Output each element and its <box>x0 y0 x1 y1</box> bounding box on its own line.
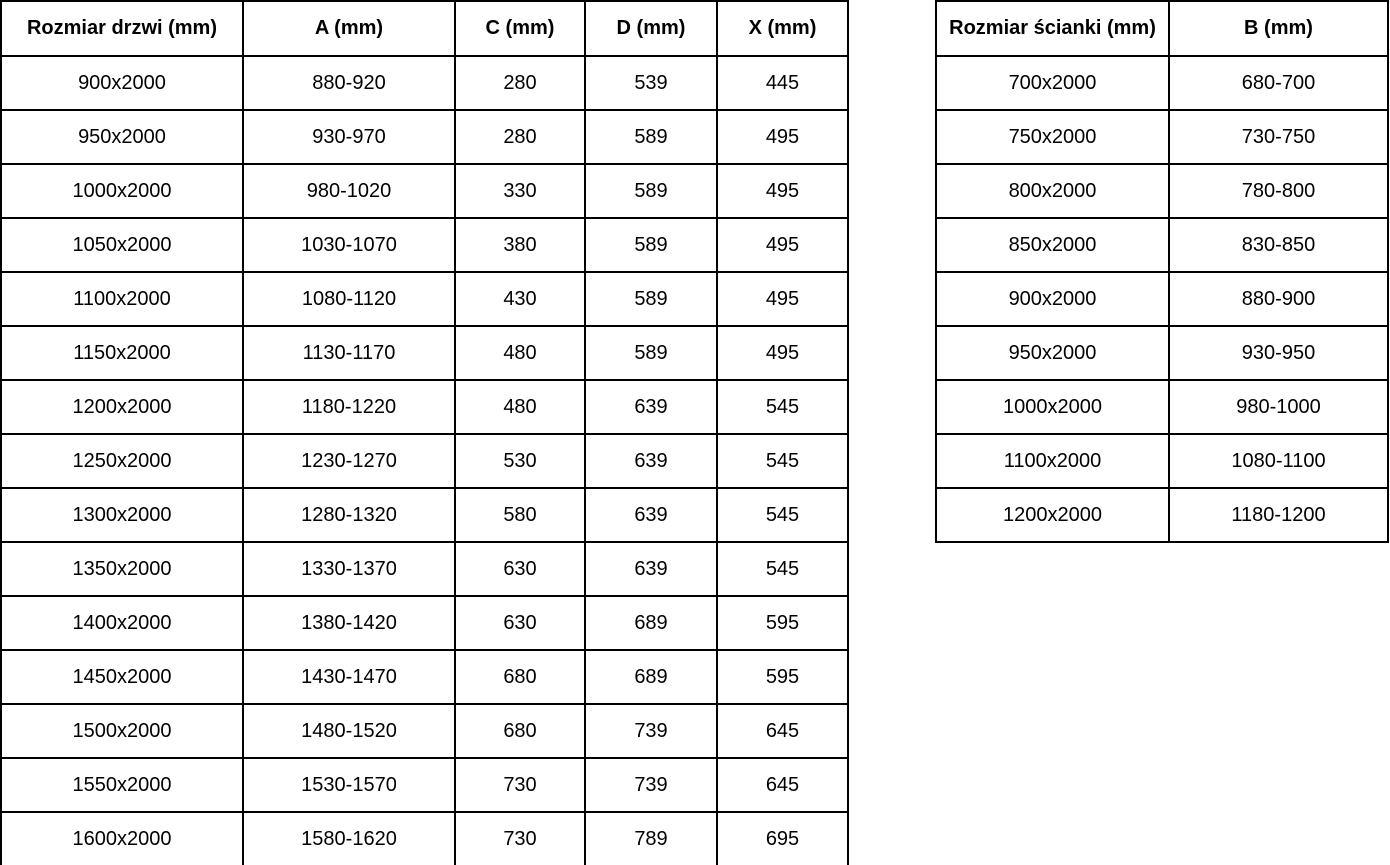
table-cell: 589 <box>585 326 717 380</box>
table-cell: 595 <box>717 596 848 650</box>
table-cell: 1180-1220 <box>243 380 455 434</box>
table-cell: 700x2000 <box>936 56 1169 110</box>
table-cell: 545 <box>717 488 848 542</box>
table-cell: 480 <box>455 326 585 380</box>
table-row <box>936 272 1388 326</box>
table-cell: 1500x2000 <box>1 704 243 758</box>
table-cell: 1200x2000 <box>936 488 1169 542</box>
table-row <box>1 56 848 110</box>
table-cell: 930-950 <box>1169 326 1388 380</box>
table-cell: 880-920 <box>243 56 455 110</box>
table-cell: 545 <box>717 542 848 596</box>
table-cell: 680-700 <box>1169 56 1388 110</box>
table-cell: 1150x2000 <box>1 326 243 380</box>
table-cell: 280 <box>455 110 585 164</box>
table-cell: 1050x2000 <box>1 218 243 272</box>
table-row <box>1 650 848 704</box>
table-cell: 1100x2000 <box>1 272 243 326</box>
table-cell: 589 <box>585 272 717 326</box>
table-row <box>936 434 1388 488</box>
table-row <box>936 164 1388 218</box>
table-cell: 639 <box>585 488 717 542</box>
table-cell: 645 <box>717 758 848 812</box>
table-cell: 1200x2000 <box>1 380 243 434</box>
table-row <box>1 434 848 488</box>
table-cell: 1080-1120 <box>243 272 455 326</box>
wall-size-table <box>935 0 1389 543</box>
table-cell: 589 <box>585 218 717 272</box>
table-cell: 900x2000 <box>936 272 1169 326</box>
table-cell: 1530-1570 <box>243 758 455 812</box>
table-cell: 739 <box>585 704 717 758</box>
table-cell: 645 <box>717 704 848 758</box>
table-cell: 1580-1620 <box>243 812 455 865</box>
table-cell: 480 <box>455 380 585 434</box>
table-cell: 800x2000 <box>936 164 1169 218</box>
table-cell: 1030-1070 <box>243 218 455 272</box>
table-cell: 680 <box>455 704 585 758</box>
column-header: B (mm) <box>1169 1 1388 56</box>
table-cell: 545 <box>717 434 848 488</box>
table-cell: 1380-1420 <box>243 596 455 650</box>
table-cell: 380 <box>455 218 585 272</box>
table-cell: 730 <box>455 812 585 865</box>
table-cell: 445 <box>717 56 848 110</box>
table-cell: 680 <box>455 650 585 704</box>
table-cell: 1130-1170 <box>243 326 455 380</box>
table-cell: 330 <box>455 164 585 218</box>
table-cell: 1300x2000 <box>1 488 243 542</box>
table-row <box>1 704 848 758</box>
table-row <box>936 218 1388 272</box>
wall-size-table-header-row <box>936 1 1388 56</box>
table-row <box>936 380 1388 434</box>
table-row <box>936 326 1388 380</box>
table-cell: 580 <box>455 488 585 542</box>
column-header: Rozmiar ścianki (mm) <box>936 1 1169 56</box>
table-cell: 1480-1520 <box>243 704 455 758</box>
table-cell: 639 <box>585 380 717 434</box>
table-cell: 639 <box>585 542 717 596</box>
column-header: C (mm) <box>455 1 585 56</box>
table-row <box>1 380 848 434</box>
table-row <box>1 488 848 542</box>
table-cell: 689 <box>585 596 717 650</box>
table-row <box>1 812 848 865</box>
table-row <box>936 110 1388 164</box>
table-cell: 1180-1200 <box>1169 488 1388 542</box>
table-cell: 1280-1320 <box>243 488 455 542</box>
table-cell: 1230-1270 <box>243 434 455 488</box>
table-cell: 1430-1470 <box>243 650 455 704</box>
column-header: X (mm) <box>717 1 848 56</box>
table-cell: 830-850 <box>1169 218 1388 272</box>
table-cell: 1350x2000 <box>1 542 243 596</box>
table-row <box>936 488 1388 542</box>
table-cell: 1550x2000 <box>1 758 243 812</box>
table-cell: 980-1000 <box>1169 380 1388 434</box>
table-cell: 1080-1100 <box>1169 434 1388 488</box>
table-row <box>1 596 848 650</box>
table-cell: 695 <box>717 812 848 865</box>
table-cell: 1250x2000 <box>1 434 243 488</box>
table-cell: 1000x2000 <box>936 380 1169 434</box>
table-cell: 739 <box>585 758 717 812</box>
table-row <box>936 56 1388 110</box>
table-cell: 539 <box>585 56 717 110</box>
table-cell: 930-970 <box>243 110 455 164</box>
table-row <box>1 272 848 326</box>
table-cell: 980-1020 <box>243 164 455 218</box>
table-cell: 850x2000 <box>936 218 1169 272</box>
table-cell: 1100x2000 <box>936 434 1169 488</box>
table-cell: 789 <box>585 812 717 865</box>
table-cell: 545 <box>717 380 848 434</box>
table-row <box>1 164 848 218</box>
column-header: Rozmiar drzwi (mm) <box>1 1 243 56</box>
table-cell: 750x2000 <box>936 110 1169 164</box>
table-cell: 730-750 <box>1169 110 1388 164</box>
table-cell: 430 <box>455 272 585 326</box>
table-cell: 880-900 <box>1169 272 1388 326</box>
table-cell: 689 <box>585 650 717 704</box>
table-cell: 589 <box>585 110 717 164</box>
table-cell: 1330-1370 <box>243 542 455 596</box>
table-row <box>1 110 848 164</box>
table-cell: 730 <box>455 758 585 812</box>
table-row <box>1 326 848 380</box>
table-cell: 495 <box>717 272 848 326</box>
table-row <box>1 542 848 596</box>
table-cell: 595 <box>717 650 848 704</box>
table-cell: 630 <box>455 596 585 650</box>
table-cell: 1000x2000 <box>1 164 243 218</box>
table-cell: 630 <box>455 542 585 596</box>
table-cell: 495 <box>717 110 848 164</box>
table-cell: 950x2000 <box>1 110 243 164</box>
table-row <box>1 758 848 812</box>
table-cell: 1400x2000 <box>1 596 243 650</box>
table-cell: 1600x2000 <box>1 812 243 865</box>
table-cell: 639 <box>585 434 717 488</box>
table-cell: 1450x2000 <box>1 650 243 704</box>
table-cell: 589 <box>585 164 717 218</box>
table-cell: 780-800 <box>1169 164 1388 218</box>
table-row <box>1 218 848 272</box>
table-cell: 950x2000 <box>936 326 1169 380</box>
table-cell: 530 <box>455 434 585 488</box>
table-cell: 900x2000 <box>1 56 243 110</box>
door-size-table-header-row <box>1 1 848 56</box>
column-header: A (mm) <box>243 1 455 56</box>
table-cell: 495 <box>717 218 848 272</box>
column-header: D (mm) <box>585 1 717 56</box>
table-cell: 280 <box>455 56 585 110</box>
table-cell: 495 <box>717 326 848 380</box>
table-cell: 495 <box>717 164 848 218</box>
